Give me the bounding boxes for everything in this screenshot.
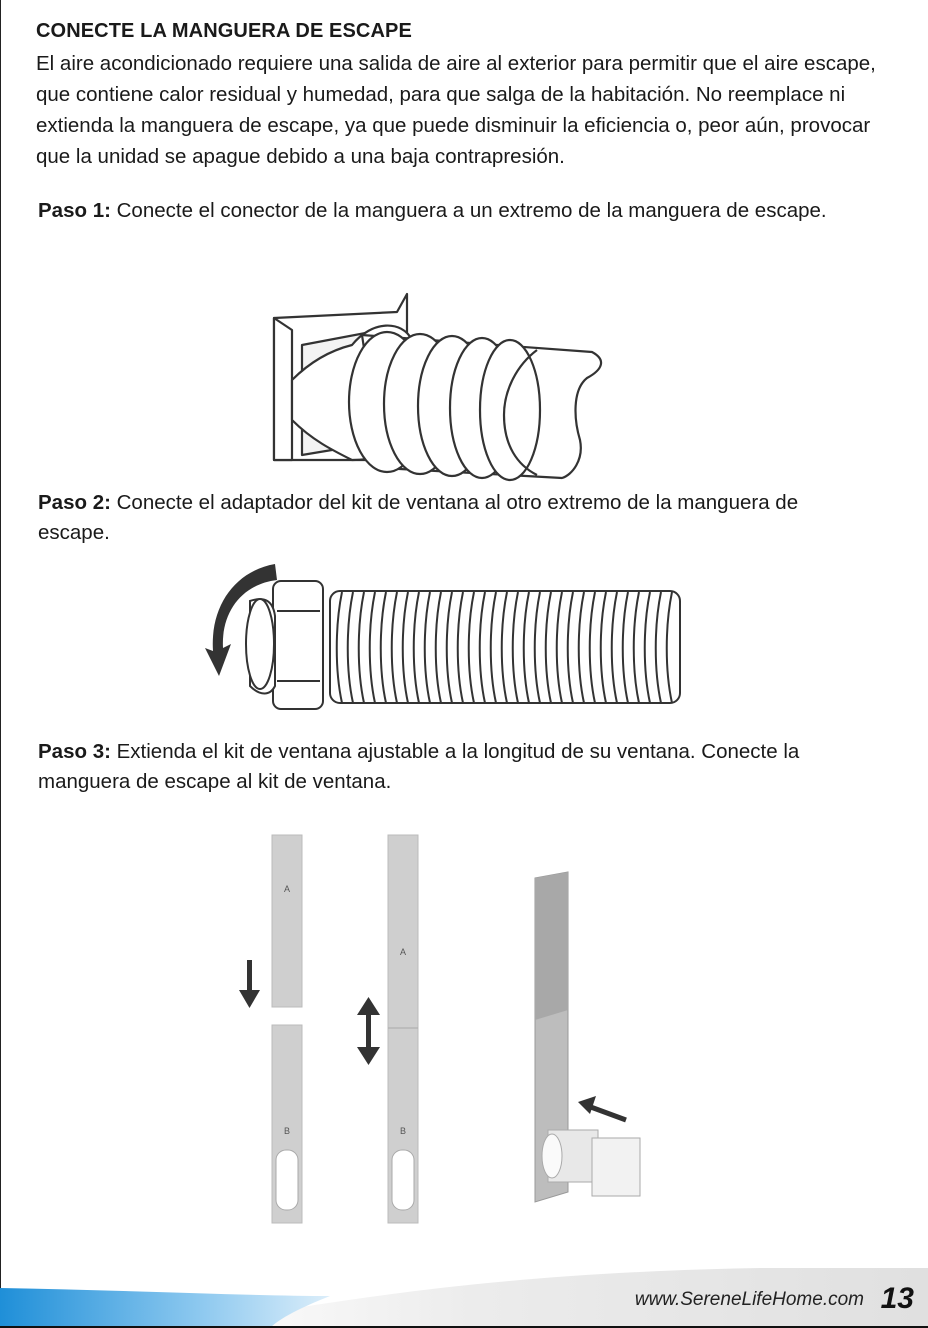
hose-connector-illustration xyxy=(262,290,622,485)
panel-b-separate xyxy=(272,1025,302,1223)
window-adapter-illustration xyxy=(205,556,685,716)
panel-assembled xyxy=(388,835,418,1223)
diagonal-arrow-icon xyxy=(578,1096,626,1120)
step-1-label: Paso 1: xyxy=(38,199,111,222)
step-3-label: Paso 3: xyxy=(38,740,111,763)
step-3 xyxy=(38,737,858,797)
panel-label-a: A xyxy=(284,884,291,894)
panel-a-separate xyxy=(272,835,302,1007)
step-2-text: Conecte el adaptador del kit de ventana al otro extremo de la manguera de escape. xyxy=(38,491,799,544)
panel-label-b: B xyxy=(284,1126,291,1136)
svg-text:A: A xyxy=(400,947,407,957)
step-3-text: Extienda el kit de ventana ajustable a la longitud de su ventana. Conecte la manguera de escape al kit de ventana. xyxy=(38,740,800,793)
step-2 xyxy=(38,488,858,548)
svg-text:B: B xyxy=(400,1126,407,1136)
step-1-text: Conecte el conector de la manguera a un extremo de la manguera de escape. xyxy=(110,199,827,222)
window-kit-illustration xyxy=(230,830,660,1230)
intro-paragraph: El aire acondicionado requiere una salida de aire al exterior para permitir que el aire escape, que contiene calor residual y humedad, para que salga de la habitación. No reemplace ni extienda la manguera de escape, ya que puede disminuir la eficiencia o, peor aún, provocar que la unidad se apague debido a una baja contrapresión. xyxy=(36,52,876,168)
step-1 xyxy=(38,196,827,226)
double-arrow-icon xyxy=(357,997,380,1065)
page-number: 13 xyxy=(880,1282,914,1315)
footer-website: www.SereneLifeHome.com xyxy=(634,1289,864,1310)
down-arrow-icon xyxy=(239,960,260,1008)
section-heading: CONECTE LA MANGUERA DE ESCAPE xyxy=(36,20,412,42)
page-left-border xyxy=(0,0,1,1328)
step-2-label: Paso 2: xyxy=(38,491,111,514)
window-kit-with-hose xyxy=(535,872,640,1202)
